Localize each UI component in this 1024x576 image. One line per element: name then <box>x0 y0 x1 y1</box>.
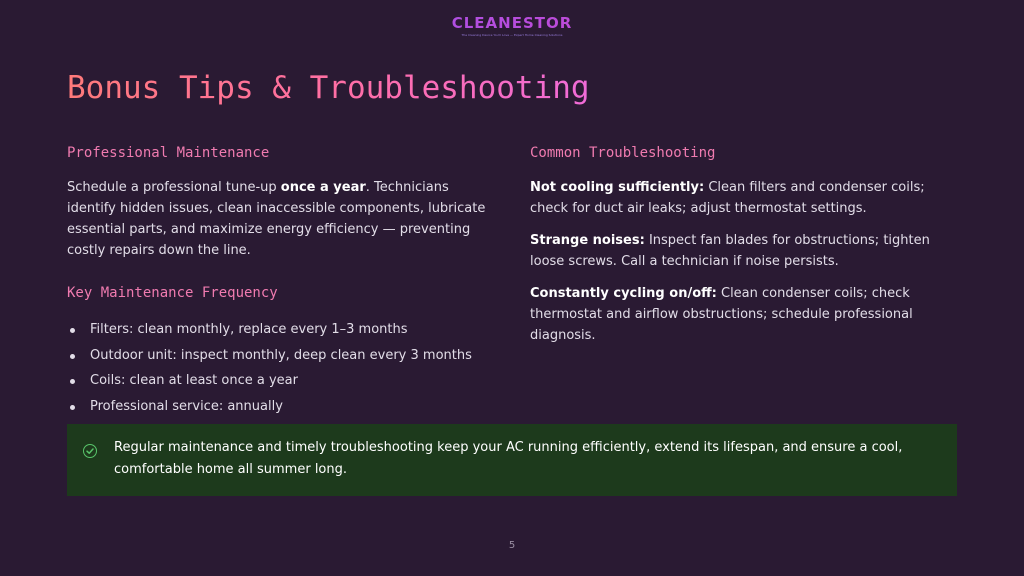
troubleshooting-text: Inspect fan blades for obstructions; tighten loose screws. Call a technician if noise persists. <box>530 233 930 269</box>
troubleshooting-item <box>530 283 960 346</box>
list-item-text: Filters: clean monthly, replace every 1–3 months <box>90 322 408 337</box>
right-column <box>530 145 960 357</box>
check-circle-icon <box>83 444 97 458</box>
list-item <box>67 368 497 394</box>
list-item <box>67 317 497 343</box>
list-item-text: Professional service: annually <box>90 398 283 414</box>
troubleshooting-item <box>530 177 960 219</box>
bullet-icon <box>70 354 75 359</box>
key-frequency-heading: Key Maintenance Frequency <box>67 285 278 301</box>
troubleshooting-text: Clean filters and condenser coils; check for duct air leaks; adjust thermostat settings. <box>530 180 925 216</box>
frequency-list <box>67 317 497 419</box>
troubleshooting-label: Not cooling sufficiently: <box>530 180 705 195</box>
para-text-start: Schedule a professional tune-up <box>67 180 281 195</box>
list-item-text: Outdoor unit: inspect monthly, deep clean every 3 months <box>90 347 472 363</box>
bullet-icon <box>70 328 75 333</box>
troubleshooting-label: Strange noises: <box>530 233 645 248</box>
troubleshooting-text: Clean condenser coils; check thermostat and airflow obstructions; schedule professional diagnosis. <box>530 286 913 343</box>
common-troubleshooting-heading: Common Troubleshooting <box>530 145 716 161</box>
list-item <box>67 394 497 420</box>
list-item-text: Coils: clean at least once a year <box>90 373 298 388</box>
bullet-icon <box>70 379 75 384</box>
para-text-end: . Technicians identify hidden issues, clean inaccessible components, lubricate essential parts, and maximize energy efficiency — preventing costly repairs down the line. <box>67 180 486 258</box>
troubleshooting-item <box>530 230 960 272</box>
professional-maintenance-heading: Professional Maintenance <box>67 145 270 161</box>
bullet-icon <box>70 405 75 410</box>
page-number: 5 <box>508 540 516 551</box>
slide-title: Bonus Tips & Troubleshooting <box>67 70 590 106</box>
left-column <box>67 145 497 419</box>
logo-tagline: The Cleaning Device You'll Love — Expert Home Cleaning Solutions <box>461 33 563 37</box>
brand-logo <box>0 14 1024 38</box>
professional-maintenance-text <box>67 177 497 263</box>
summary-callout <box>67 424 957 496</box>
callout-text: Regular maintenance and timely troubleshooting keep your AC running efficiently, extend its lifespan, and ensure a cool, comfortable home all summer long. <box>114 440 903 477</box>
troubleshooting-label: Constantly cycling on/off: <box>530 286 717 301</box>
list-item <box>67 343 497 369</box>
para-text-bold: once a year <box>280 180 366 195</box>
logo-wordmark: CLEANESTOR <box>0 14 1024 32</box>
